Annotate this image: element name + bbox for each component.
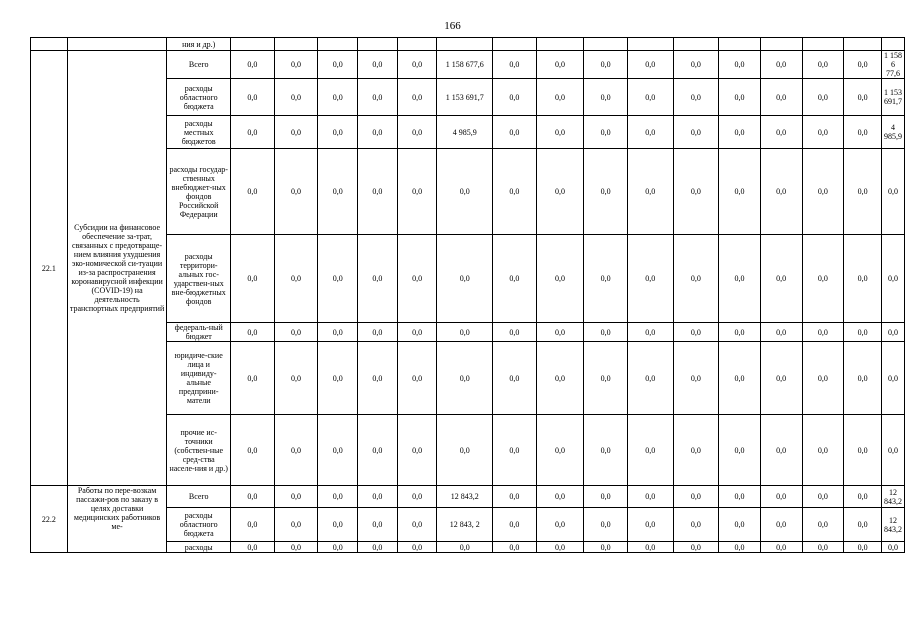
value-cell: 0,0 bbox=[397, 542, 437, 553]
value-cell: 0,0 bbox=[844, 235, 882, 323]
value-cell: 0,0 bbox=[627, 235, 673, 323]
value-cell: 0,0 bbox=[231, 323, 275, 342]
value-cell bbox=[493, 38, 537, 51]
funding-source: Всего bbox=[167, 486, 231, 508]
value-cell: 0,0 bbox=[760, 149, 802, 235]
value-cell: 0,0 bbox=[760, 116, 802, 149]
value-cell bbox=[274, 38, 318, 51]
value-cell: 0,0 bbox=[584, 415, 628, 486]
value-cell: 0,0 bbox=[358, 51, 398, 79]
value-cell: 0,0 bbox=[397, 116, 437, 149]
value-cell: 0,0 bbox=[882, 149, 905, 235]
value-cell: 0,0 bbox=[231, 79, 275, 116]
value-cell: 0,0 bbox=[802, 342, 844, 415]
value-cell: 0,0 bbox=[844, 342, 882, 415]
value-cell: 0,0 bbox=[760, 342, 802, 415]
value-cell: 0,0 bbox=[844, 486, 882, 508]
value-cell: 0,0 bbox=[584, 116, 628, 149]
funding-source: Всего bbox=[167, 51, 231, 79]
value-cell: 0,0 bbox=[493, 542, 537, 553]
value-cell: 0,0 bbox=[584, 508, 628, 542]
table-row bbox=[31, 486, 905, 508]
value-cell: 0,0 bbox=[274, 235, 318, 323]
value-cell: 0,0 bbox=[719, 51, 761, 79]
value-cell: 0,0 bbox=[882, 323, 905, 342]
value-cell: 0,0 bbox=[493, 51, 537, 79]
value-cell: 0,0 bbox=[231, 235, 275, 323]
value-cell: 0,0 bbox=[627, 116, 673, 149]
value-cell: 0,0 bbox=[274, 51, 318, 79]
value-cell: 0,0 bbox=[397, 235, 437, 323]
value-cell: 0,0 bbox=[760, 486, 802, 508]
value-cell: 0,0 bbox=[719, 486, 761, 508]
value-cell: 0,0 bbox=[318, 323, 358, 342]
value-cell: 0,0 bbox=[493, 508, 537, 542]
value-cell: 0,0 bbox=[802, 542, 844, 553]
value-cell: 0,0 bbox=[358, 235, 398, 323]
value-cell: 0,0 bbox=[802, 149, 844, 235]
funding-source: расходы bbox=[167, 542, 231, 553]
value-cell: 0,0 bbox=[231, 149, 275, 235]
row-description bbox=[67, 38, 167, 51]
value-cell: 0,0 bbox=[318, 342, 358, 415]
value-cell: 0,0 bbox=[536, 342, 584, 415]
value-cell: 0,0 bbox=[802, 235, 844, 323]
value-cell: 0,0 bbox=[397, 342, 437, 415]
value-cell: 0,0 bbox=[844, 149, 882, 235]
value-cell: 1 153 691,7 bbox=[882, 79, 905, 116]
value-cell: 0,0 bbox=[719, 323, 761, 342]
value-cell: 0,0 bbox=[536, 542, 584, 553]
value-cell: 0,0 bbox=[231, 542, 275, 553]
value-cell: 0,0 bbox=[318, 116, 358, 149]
value-cell: 0,0 bbox=[536, 116, 584, 149]
section-description: Субсидии на финансовое обеспечение за-трат, связанных с предотвраще-нием влияния ухудшения эко-номической си-туации из-за распространения коронавирусной инфекции (COVID-19) на деятельность транспортных предприятий bbox=[67, 51, 167, 486]
value-cell: 0,0 bbox=[231, 342, 275, 415]
value-cell: 0,0 bbox=[584, 542, 628, 553]
value-cell: 0,0 bbox=[397, 508, 437, 542]
value-cell: 0,0 bbox=[318, 79, 358, 116]
value-cell bbox=[231, 38, 275, 51]
value-cell: 0,0 bbox=[437, 323, 493, 342]
value-cell: 0,0 bbox=[584, 323, 628, 342]
value-cell: 0,0 bbox=[358, 149, 398, 235]
value-cell: 0,0 bbox=[760, 542, 802, 553]
value-cell: 0,0 bbox=[627, 323, 673, 342]
funding-source: юридиче-ские лица и индивиду-альные предприни-матели bbox=[167, 342, 231, 415]
value-cell: 0,0 bbox=[274, 116, 318, 149]
value-cell: 0,0 bbox=[437, 415, 493, 486]
value-cell bbox=[760, 38, 802, 51]
value-cell: 0,0 bbox=[358, 116, 398, 149]
value-cell: 0,0 bbox=[318, 235, 358, 323]
funding-source: расходы областного бюджета bbox=[167, 508, 231, 542]
value-cell: 0,0 bbox=[673, 51, 719, 79]
value-cell: 0,0 bbox=[802, 508, 844, 542]
value-cell: 0,0 bbox=[673, 149, 719, 235]
value-cell: 0,0 bbox=[882, 415, 905, 486]
value-cell: 0,0 bbox=[627, 486, 673, 508]
value-cell: 0,0 bbox=[536, 486, 584, 508]
value-cell: 12 843,2 bbox=[437, 486, 493, 508]
value-cell bbox=[397, 38, 437, 51]
value-cell: 0,0 bbox=[627, 51, 673, 79]
value-cell: 0,0 bbox=[493, 323, 537, 342]
funding-source: расходы областного бюджета bbox=[167, 79, 231, 116]
value-cell: 0,0 bbox=[627, 149, 673, 235]
value-cell bbox=[802, 38, 844, 51]
value-cell: 0,0 bbox=[231, 508, 275, 542]
value-cell: 0,0 bbox=[274, 79, 318, 116]
value-cell: 0,0 bbox=[274, 342, 318, 415]
funding-source: ния и др.) bbox=[167, 38, 231, 51]
value-cell: 0,0 bbox=[719, 116, 761, 149]
value-cell: 0,0 bbox=[719, 542, 761, 553]
value-cell: 0,0 bbox=[802, 486, 844, 508]
value-cell: 0,0 bbox=[536, 51, 584, 79]
value-cell: 0,0 bbox=[719, 235, 761, 323]
value-cell: 0,0 bbox=[437, 235, 493, 323]
value-cell: 0,0 bbox=[760, 79, 802, 116]
value-cell bbox=[536, 38, 584, 51]
table-row bbox=[31, 38, 905, 51]
value-cell: 0,0 bbox=[627, 508, 673, 542]
value-cell: 0,0 bbox=[844, 323, 882, 342]
funding-source: расходы государ-ственных внебюджет-ных фондов Российской Федерации bbox=[167, 149, 231, 235]
value-cell: 1 153 691,7 bbox=[437, 79, 493, 116]
page-number: 166 bbox=[444, 20, 461, 32]
value-cell: 0,0 bbox=[536, 323, 584, 342]
value-cell: 0,0 bbox=[719, 149, 761, 235]
funding-source: федераль-ный бюджет bbox=[167, 323, 231, 342]
value-cell: 0,0 bbox=[358, 323, 398, 342]
value-cell: 0,0 bbox=[231, 116, 275, 149]
value-cell: 12 843,2 bbox=[882, 508, 905, 542]
value-cell: 4 985,9 bbox=[437, 116, 493, 149]
value-cell bbox=[584, 38, 628, 51]
value-cell: 0,0 bbox=[274, 149, 318, 235]
funding-source: расходы местных бюджетов bbox=[167, 116, 231, 149]
value-cell: 0,0 bbox=[844, 415, 882, 486]
value-cell bbox=[882, 38, 905, 51]
value-cell: 0,0 bbox=[358, 542, 398, 553]
value-cell: 0,0 bbox=[231, 486, 275, 508]
value-cell: 0,0 bbox=[536, 235, 584, 323]
value-cell: 0,0 bbox=[231, 51, 275, 79]
value-cell: 0,0 bbox=[358, 79, 398, 116]
value-cell: 0,0 bbox=[536, 149, 584, 235]
value-cell: 0,0 bbox=[358, 486, 398, 508]
section-code: 22.2 bbox=[31, 486, 68, 553]
section-code: 22.1 bbox=[31, 51, 68, 486]
value-cell: 0,0 bbox=[397, 486, 437, 508]
value-cell: 0,0 bbox=[318, 486, 358, 508]
value-cell: 0,0 bbox=[673, 235, 719, 323]
value-cell: 0,0 bbox=[802, 79, 844, 116]
value-cell: 0,0 bbox=[844, 116, 882, 149]
value-cell: 0,0 bbox=[719, 342, 761, 415]
funding-source: расходы территори-альных гос-ударствен-ных вне-бюджетных фондов bbox=[167, 235, 231, 323]
value-cell: 0,0 bbox=[760, 415, 802, 486]
value-cell: 0,0 bbox=[358, 508, 398, 542]
value-cell: 0,0 bbox=[318, 542, 358, 553]
value-cell: 12 843,2 bbox=[882, 486, 905, 508]
value-cell: 0,0 bbox=[882, 542, 905, 553]
value-cell bbox=[627, 38, 673, 51]
value-cell: 0,0 bbox=[397, 149, 437, 235]
value-cell: 0,0 bbox=[584, 51, 628, 79]
value-cell: 0,0 bbox=[673, 116, 719, 149]
value-cell: 0,0 bbox=[673, 542, 719, 553]
table-row bbox=[31, 51, 905, 79]
value-cell: 0,0 bbox=[536, 508, 584, 542]
value-cell: 0,0 bbox=[584, 79, 628, 116]
value-cell: 0,0 bbox=[274, 508, 318, 542]
value-cell: 0,0 bbox=[719, 508, 761, 542]
value-cell: 0,0 bbox=[274, 486, 318, 508]
value-cell: 0,0 bbox=[493, 235, 537, 323]
value-cell: 4 985,9 bbox=[882, 116, 905, 149]
value-cell: 0,0 bbox=[760, 51, 802, 79]
value-cell: 0,0 bbox=[627, 542, 673, 553]
value-cell: 0,0 bbox=[802, 116, 844, 149]
value-cell: 0,0 bbox=[493, 149, 537, 235]
value-cell: 0,0 bbox=[673, 508, 719, 542]
value-cell: 0,0 bbox=[397, 51, 437, 79]
value-cell bbox=[719, 38, 761, 51]
value-cell: 0,0 bbox=[493, 415, 537, 486]
value-cell: 0,0 bbox=[673, 342, 719, 415]
value-cell: 0,0 bbox=[882, 342, 905, 415]
value-cell: 0,0 bbox=[844, 51, 882, 79]
row-code bbox=[31, 38, 68, 51]
value-cell: 0,0 bbox=[719, 79, 761, 116]
value-cell: 0,0 bbox=[493, 79, 537, 116]
value-cell: 0,0 bbox=[802, 323, 844, 342]
value-cell: 0,0 bbox=[274, 323, 318, 342]
value-cell: 0,0 bbox=[673, 415, 719, 486]
value-cell: 0,0 bbox=[673, 79, 719, 116]
funding-source: прочие ис-точники (собствен-ные сред-ства населе-ния и др.) bbox=[167, 415, 231, 486]
value-cell: 0,0 bbox=[673, 323, 719, 342]
value-cell: 0,0 bbox=[536, 415, 584, 486]
value-cell: 0,0 bbox=[844, 542, 882, 553]
value-cell: 0,0 bbox=[844, 79, 882, 116]
value-cell bbox=[673, 38, 719, 51]
value-cell: 0,0 bbox=[437, 342, 493, 415]
value-cell: 0,0 bbox=[627, 415, 673, 486]
value-cell: 0,0 bbox=[358, 342, 398, 415]
value-cell: 0,0 bbox=[318, 415, 358, 486]
value-cell: 1 158 6 77,6 bbox=[882, 51, 905, 79]
value-cell: 0,0 bbox=[584, 235, 628, 323]
section-description: Работы по пере-возкам пассажи-ров по заказу в целях доставки медицинских работников ме- bbox=[67, 486, 167, 553]
value-cell: 0,0 bbox=[397, 79, 437, 116]
value-cell: 0,0 bbox=[397, 323, 437, 342]
value-cell: 0,0 bbox=[760, 235, 802, 323]
value-cell: 0,0 bbox=[318, 508, 358, 542]
value-cell: 0,0 bbox=[274, 542, 318, 553]
value-cell: 0,0 bbox=[493, 116, 537, 149]
value-cell: 0,0 bbox=[584, 486, 628, 508]
value-cell: 12 843, 2 bbox=[437, 508, 493, 542]
budget-table bbox=[30, 37, 905, 553]
value-cell: 0,0 bbox=[627, 79, 673, 116]
value-cell bbox=[844, 38, 882, 51]
value-cell: 0,0 bbox=[397, 415, 437, 486]
value-cell: 0,0 bbox=[719, 415, 761, 486]
value-cell: 1 158 677,6 bbox=[437, 51, 493, 79]
value-cell bbox=[318, 38, 358, 51]
value-cell: 0,0 bbox=[358, 415, 398, 486]
value-cell: 0,0 bbox=[584, 149, 628, 235]
value-cell: 0,0 bbox=[882, 235, 905, 323]
value-cell: 0,0 bbox=[493, 486, 537, 508]
value-cell: 0,0 bbox=[673, 486, 719, 508]
value-cell: 0,0 bbox=[437, 542, 493, 553]
value-cell: 0,0 bbox=[627, 342, 673, 415]
value-cell: 0,0 bbox=[437, 149, 493, 235]
value-cell bbox=[358, 38, 398, 51]
value-cell: 0,0 bbox=[318, 51, 358, 79]
value-cell: 0,0 bbox=[760, 323, 802, 342]
value-cell: 0,0 bbox=[231, 415, 275, 486]
value-cell bbox=[437, 38, 493, 51]
value-cell: 0,0 bbox=[584, 342, 628, 415]
value-cell: 0,0 bbox=[844, 508, 882, 542]
value-cell: 0,0 bbox=[274, 415, 318, 486]
value-cell: 0,0 bbox=[802, 415, 844, 486]
value-cell: 0,0 bbox=[760, 508, 802, 542]
value-cell: 0,0 bbox=[318, 149, 358, 235]
value-cell: 0,0 bbox=[802, 51, 844, 79]
value-cell: 0,0 bbox=[493, 342, 537, 415]
value-cell: 0,0 bbox=[536, 79, 584, 116]
